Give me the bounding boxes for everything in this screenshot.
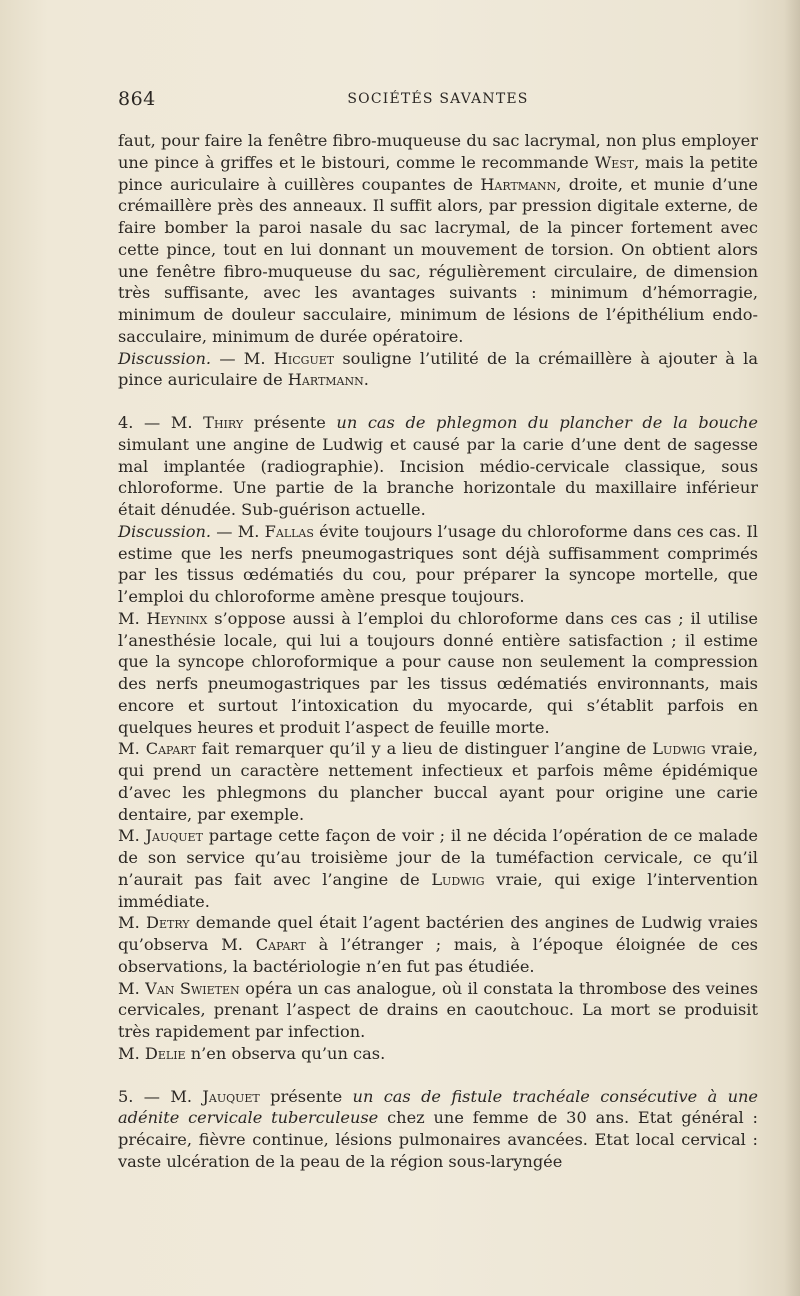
author-name: Van Swieten	[145, 978, 240, 998]
text-run: fait remarquer qu’il y a lieu de distinguer l’angine de	[195, 739, 653, 759]
text-run: , mais la petite pince auriculaire à cuillères coupantes de	[118, 152, 758, 194]
text-run: M.	[118, 739, 146, 759]
author-name: West	[594, 152, 635, 172]
author-name: Capart	[145, 739, 196, 759]
text-run: M.	[118, 1043, 145, 1063]
text-run: opéra un cas analogue, où il constata la thrombose des veines cervicales, prenant l’aspect de drains en caoutchouc. La mort se produisit très rapidement par infection.	[118, 978, 758, 1041]
italic-text: Discussion.	[118, 348, 212, 368]
text-run: M.	[118, 826, 146, 846]
italic-text: un cas de fistule trachéale consécutive à une adénite cervicale tuberculeuse	[118, 1086, 758, 1128]
text-run: 5. — M.	[118, 1086, 203, 1106]
text-run: faut, pour faire la fenêtre fibro-muqueuse du sac lacrymal, non plus employer une pince à griffes et le bistouri, comme le recommande	[118, 131, 758, 172]
text-run: demande quel était l’agent bactérien des angines de Ludwig vraies qu’observa M.	[118, 913, 758, 954]
author-name: Heyninx	[146, 608, 208, 628]
text-run: M.	[118, 913, 146, 933]
text-run: à l’étranger ; mais, à l’époque éloignée de ces observations, la bactériologie n’en fut pas étudiée.	[118, 935, 758, 976]
text-run: , droite, et munie d’une crémaillère près des anneaux. Il suffit alors, par pression digitale externe, de faire bomber la paroi nasale du sac lacrymal, de la pincer fortement avec cette pince, tout en lui donnant un mouvement de torsion. On obtient alors une fenêtre fibro-muqueuse du sac, régulièrement circulaire, de dimension très suffisante, avec les avantages suivants : minimum d’hémorragie, minimum de douleur sacculaire, minimum de lésions de l’épithélium endo-sacculaire, minimum de durée opératoire.	[118, 174, 758, 346]
page-edge-shadow	[784, 0, 800, 1296]
author-name: Fallas	[264, 521, 314, 541]
paragraph-p5	[118, 608, 758, 739]
author-name: Capart	[255, 935, 306, 954]
author-name: Ludwig	[431, 869, 485, 889]
author-name: Ludwig	[652, 739, 706, 759]
text-run: souligne l’utilité de la crémaillère à ajouter à la pince auriculaire de	[118, 348, 758, 390]
paragraph-p11	[118, 1086, 758, 1173]
author-name: Hicguet	[273, 348, 335, 368]
text-run: partage cette façon de voir ; il ne décida l’opération de ce malade de son service qu’au troisième jour de la tuméfaction cervicale, ce qu’il n’aurait pas fait avec l’angine de	[118, 826, 758, 889]
paragraph-p8	[118, 912, 758, 977]
paragraph-p7	[118, 825, 758, 912]
text-run: — M.	[211, 348, 274, 368]
author-name: Delie	[144, 1043, 186, 1063]
italic-text: un cas de phlegmon du plancher de la bouche	[336, 413, 759, 432]
text-run: 4. — M.	[118, 413, 204, 432]
paragraph-p1	[118, 130, 758, 348]
paragraph-p6	[118, 738, 758, 825]
text-run: présente	[243, 413, 337, 432]
paragraph-p3	[118, 412, 758, 521]
author-name: Jauquet	[145, 826, 203, 846]
text-run: M.	[118, 608, 147, 628]
paragraph-p10	[118, 1043, 758, 1065]
author-name: Hartmann	[480, 174, 557, 194]
text-run: M.	[118, 978, 146, 998]
paragraph-p9	[118, 978, 758, 1043]
author-name: Jauquet	[202, 1086, 260, 1106]
text-run: vraie, qui exige l’intervention immédiate.	[118, 869, 758, 911]
text-run: .	[363, 370, 369, 390]
page-header	[118, 88, 758, 112]
text-run: n’en observa qu’un cas.	[185, 1043, 386, 1063]
paragraph-p4	[118, 521, 758, 608]
paragraph-p2	[118, 348, 758, 392]
text-run: vraie, qui prend un caractère nettement infectieux et parfois même épidémique d’avec les phlegmons du plancher buccal ayant pour origine une carie dentaire, par exemple.	[118, 739, 758, 824]
author-name: Thiry	[203, 413, 244, 432]
running-head: SOCIÉTÉS SAVANTES	[347, 91, 529, 107]
text-run: s’oppose aussi à l’emploi du chloroforme dans ces cas ; il utilise l’anesthésie locale, qui lui a toujours donné entière satisfaction ; il estime que la syncope chloroformique a pour cause non seulement la compression des nerfs pneumogastriques par les tissus œdématiés environnants, mais encore et surtout l’intoxication du myocarde, qui s’établit parfois en quelques heures et produit l’aspect de feuille morte.	[118, 608, 758, 737]
text-run: évite toujours l’usage du chloroforme dans ces cas. Il estime que les nerfs pneumogastriques sont déjà suffisamment comprimés par les tissus œdématiés du cou, pour préparer la syncope mortelle, que l’emploi du chloroforme amène presque toujours.	[118, 521, 758, 606]
author-name: Hartmann	[287, 370, 364, 390]
italic-text: Discussion.	[118, 521, 212, 541]
author-name: Detry	[145, 913, 190, 933]
page-number: 864	[118, 88, 156, 110]
text-run: chez une femme de 30 ans. Etat général : précaire, fièvre continue, lésions pulmonaires avancées. Etat local cervical : vaste ulcération de la peau de la région sous-laryngée	[118, 1108, 758, 1171]
text-run: — M.	[211, 521, 265, 541]
text-run: simulant une angine de Ludwig et causé par la carie d’une dent de sagesse mal implantée (radiographie). Incision médio-cervicale classique, sous chloroforme. Une partie de la branche horizontale du maxillaire inférieur était dénudée. Sub-guérison actuelle.	[118, 434, 758, 519]
body-text	[118, 130, 758, 1173]
text-run: présente	[259, 1086, 353, 1106]
